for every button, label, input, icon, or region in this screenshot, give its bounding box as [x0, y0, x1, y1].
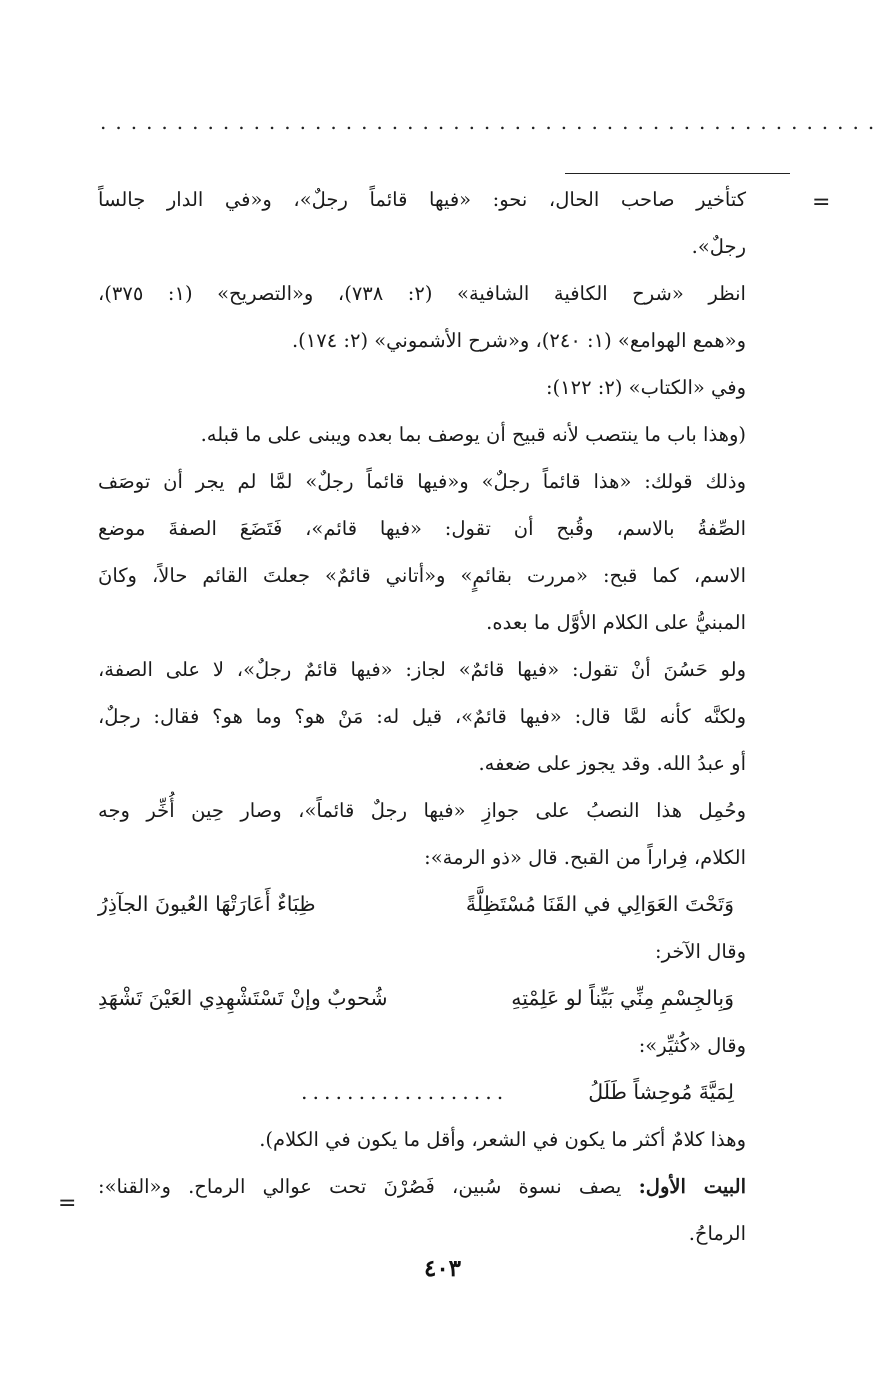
footnote-line: المبنيُّ على الكلام الأوَّل ما بعده.	[486, 611, 746, 634]
page-number: ٤٠٣	[423, 1255, 462, 1282]
verse-3-first-hemistich: لِمَيَّةَ مُوحِشاً طَلَلُ	[588, 1080, 734, 1104]
verse-3	[98, 1069, 746, 1116]
footnote-line: الكلام، فِراراً من القبح. قال «ذو الرمة»:	[424, 846, 746, 869]
verse-3-elided-hemistich: ..................	[300, 1080, 509, 1104]
verse-1-first-hemistich: وَتَحْتَ العَوَالِي في القَنَا مُسْتَظِلَّةً	[465, 892, 734, 916]
footnote-line: وفي «الكتاب» (٢: ١٢٢):	[545, 376, 746, 399]
footnote-line: ولكنَّه كأنه لمَّا قال: «فيها قائمٌ»، قيل له: مَنْ هو؟ وما هو؟ فقال: رجلٌ،	[98, 705, 746, 728]
footnote-line: وقال الآخر:	[655, 940, 746, 963]
footnote-line	[98, 1163, 746, 1210]
footnote-line: الرماحُ.	[688, 1222, 746, 1245]
footnote-line: و«همع الهوامع» (١: ٢٤٠)، و«شرح الأشموني» (٢: ١٧٤).	[291, 329, 746, 352]
footnote-rule	[565, 173, 790, 174]
first-verse-explanation: يصف نسوة سُبين، فَصُرْنَ تحت عوالي الرماح. و«القنا»:	[98, 1175, 622, 1198]
verse-2-second-hemistich: شُحوبٌ وإنْ تَسْتَشْهِدِي العَيْنَ تَشْهَدِ	[98, 986, 388, 1010]
footnote-body	[98, 176, 746, 1257]
verse-1	[98, 881, 746, 928]
continuation-mark-bottom: =	[58, 1191, 77, 1216]
footnote-line: وهذا كلامٌ أكثر ما يكون في الشعر، وأقل ما يكون في الكلام).	[259, 1128, 746, 1151]
footnote-line: وحُمِل هذا النصبُ على جوازِ «فيها رجلٌ قائماً»، وصار حِين أُخِّر وجه	[98, 799, 746, 822]
verse-2-first-hemistich: وَبِالجِسْمِ مِنِّي بَيِّناً لو عَلِمْتِهِ	[511, 986, 734, 1010]
continuation-mark-top: =	[812, 190, 831, 215]
footnote-line: (وهذا باب ما ينتصب لأنه قبيح أن يوصف بما بعده ويبنى على ما قبله.	[200, 423, 746, 446]
top-dotted-separator: ...................................................	[100, 110, 884, 134]
footnote-line: الاسم، كما قبح: «مررت بقائمٍ» و«أتاني قائمٌ» جعلتَ القائم حالاً، وكانَ	[98, 564, 746, 587]
footnote-line: وذلك قولك: «هذا قائماً رجلٌ» و«فيها قائماً رجلٌ» لمَّا لم يجر أن توصَف	[98, 470, 746, 493]
footnote-line: رجلٌ».	[691, 235, 746, 258]
footnote-line: الصِّفةُ بالاسم، وقُبح أن تقول: «فيها قائم»، فَتَضَعَ الصفةَ موضع	[98, 517, 746, 540]
footnote-line: أو عبدُ الله. وقد يجوز على ضعفه.	[478, 752, 746, 775]
footnote-line: ولو حَسُنَ أنْ تقول: «فيها قائمٌ» لجاز: «فيها قائمٌ رجلٌ»، لا على الصفة،	[98, 658, 746, 681]
footnote-line: وقال «كُثيِّر»:	[638, 1034, 746, 1057]
verse-2	[98, 975, 746, 1022]
first-verse-label: البيت الأول:	[638, 1175, 746, 1198]
footnote-line: كتأخير صاحب الحال، نحو: «فيها قائماً رجلٌ»، و«في الدار جالساً	[98, 188, 746, 211]
verse-1-second-hemistich: ظِبَاءٌ أَعَارَتْهَا العُيونَ الجآذِرُ	[98, 892, 316, 916]
footnote-line: انظر «شرح الكافية الشافية» (٢: ٧٣٨)، و«التصريح» (١: ٣٧٥)،	[98, 282, 746, 305]
